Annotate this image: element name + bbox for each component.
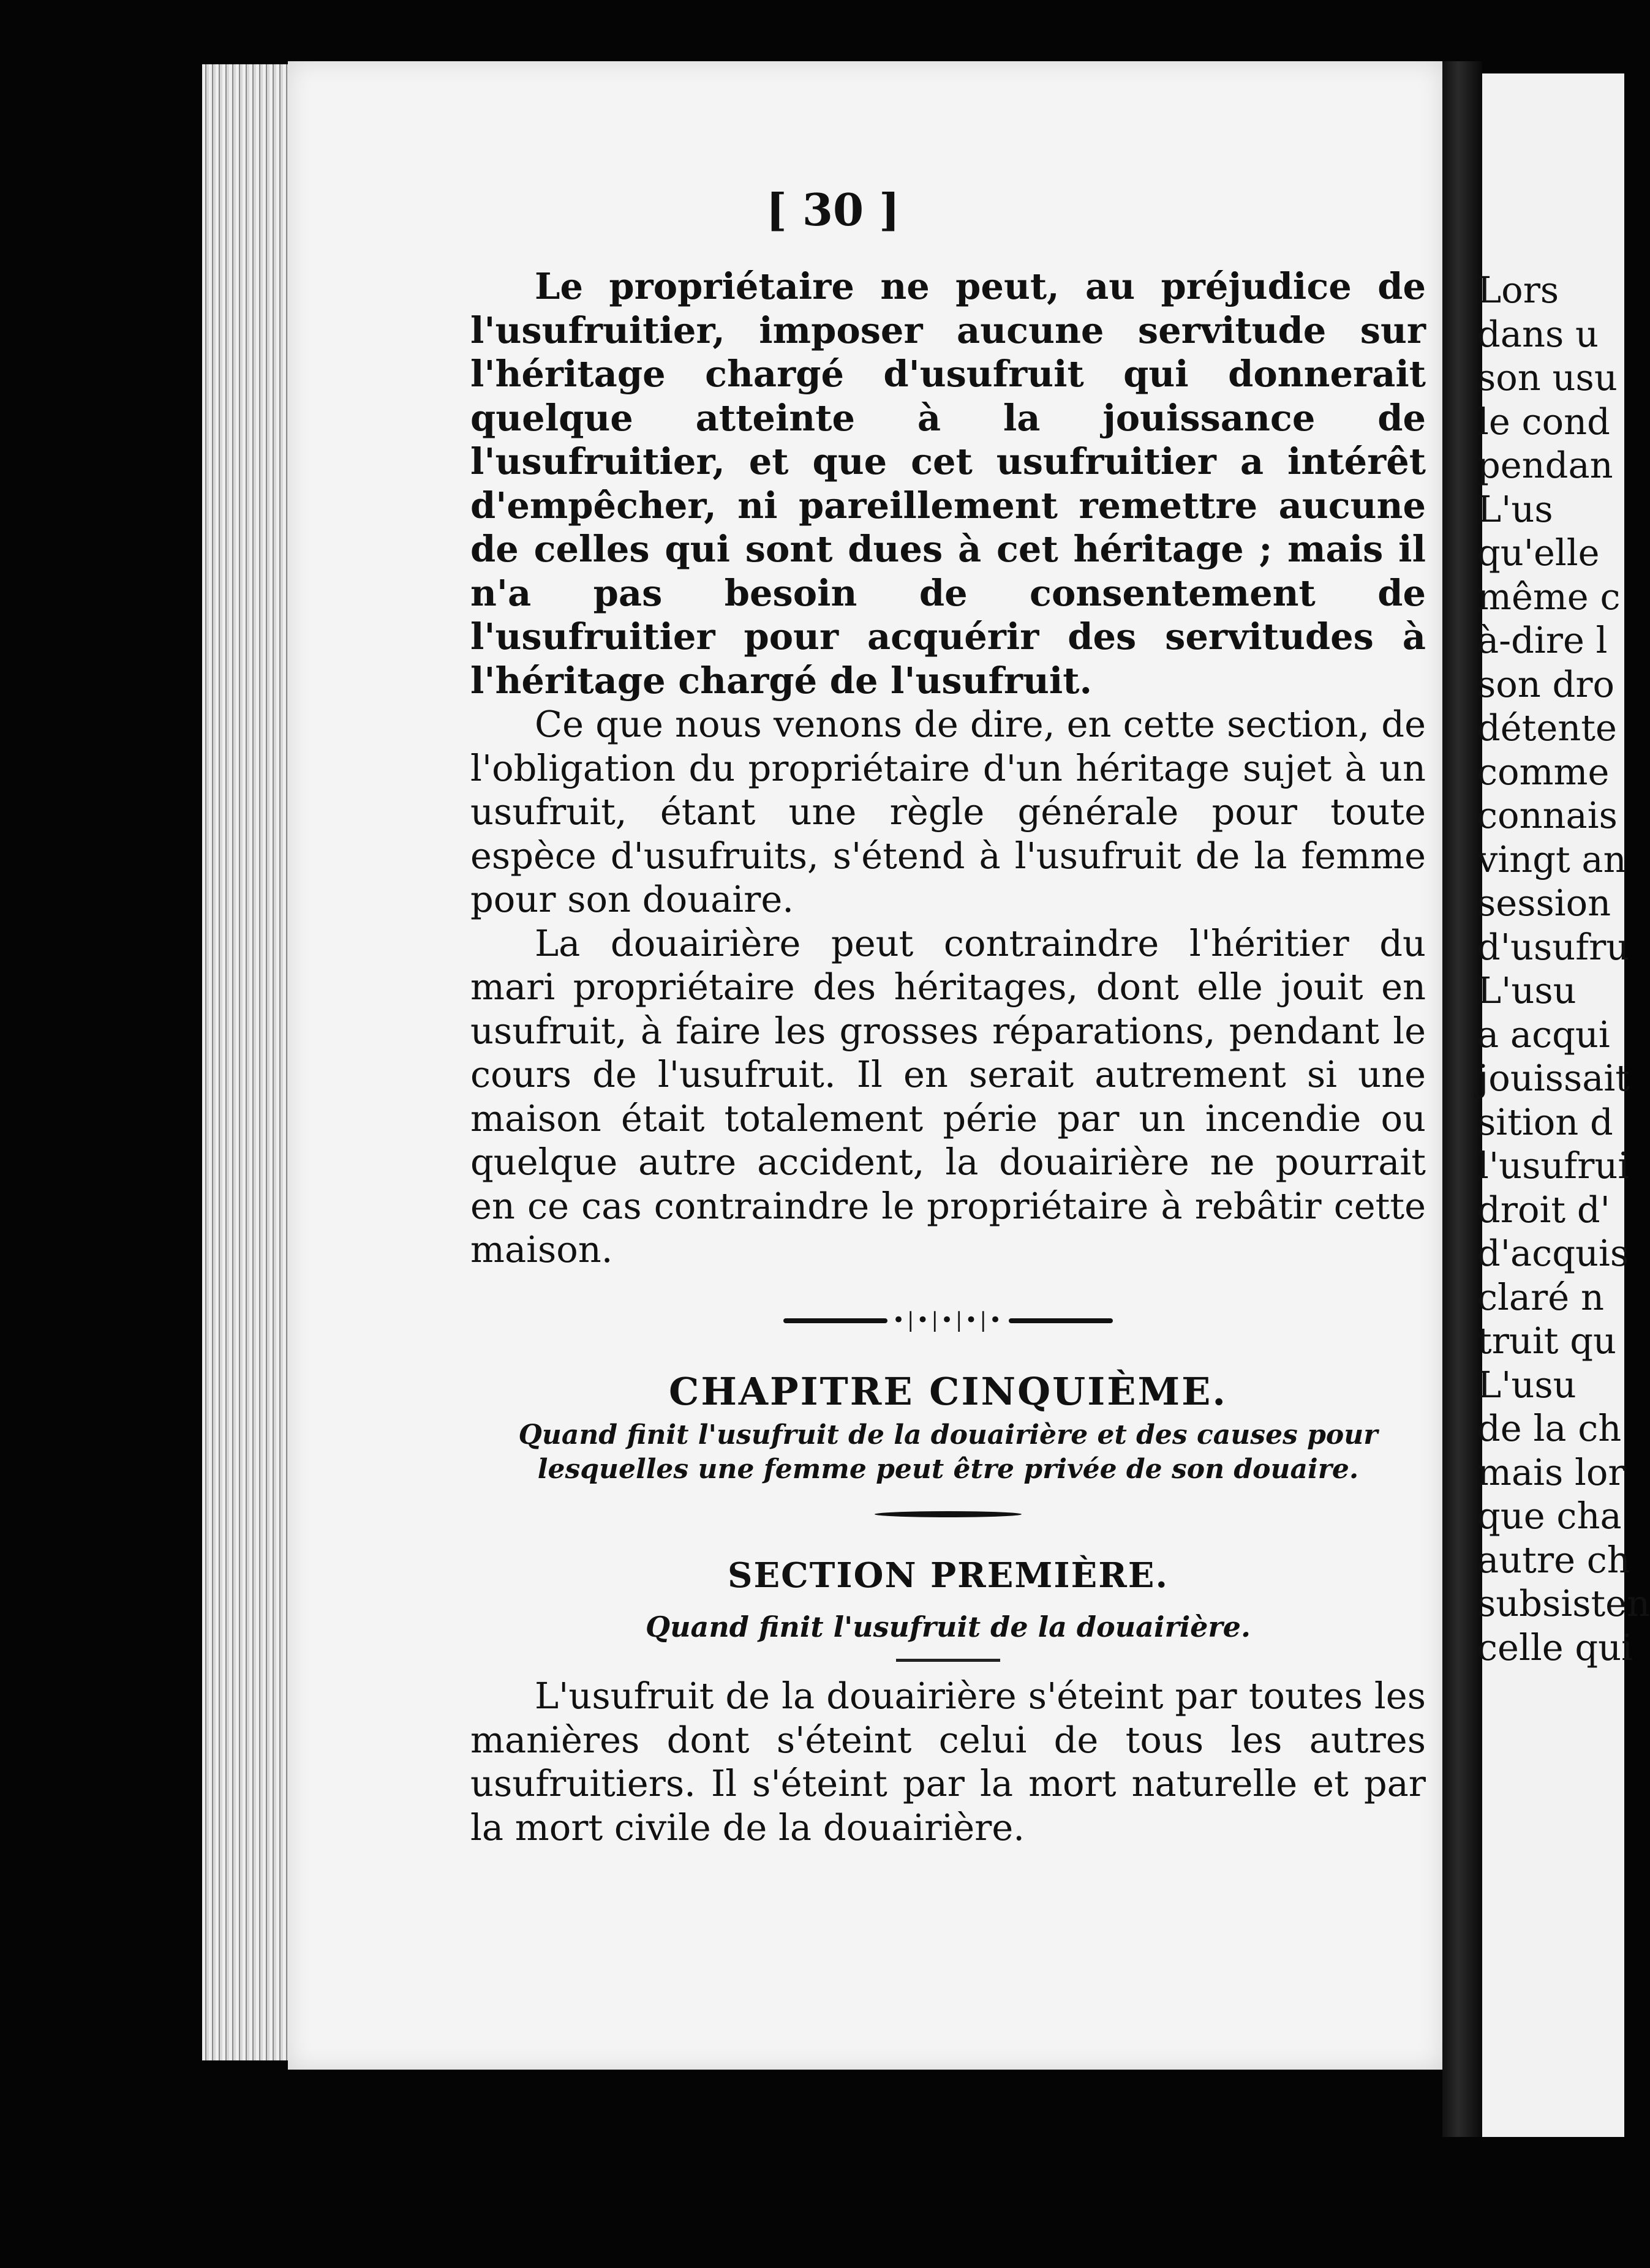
right-page-line: sition d bbox=[1477, 1100, 1613, 1143]
right-page-line: subsisten bbox=[1477, 1582, 1650, 1624]
right-page-line: vingt an bbox=[1477, 838, 1627, 881]
right-page-line: autre ch bbox=[1477, 1538, 1630, 1581]
right-page-line: d'usufru bbox=[1477, 925, 1630, 968]
right-page-line: L'usu bbox=[1477, 1363, 1577, 1406]
right-page-line: a acqui bbox=[1477, 1013, 1610, 1056]
right-page-line: à-dire l bbox=[1477, 619, 1608, 661]
page-number: [ 30 ] bbox=[766, 184, 900, 236]
chapter-ornament bbox=[470, 1290, 1426, 1351]
section-subtitle: Quand finit l'usufruit de la douairière. bbox=[646, 1610, 1251, 1643]
right-page-line: d'acquis bbox=[1477, 1232, 1629, 1274]
right-page-line: le cond bbox=[1477, 400, 1610, 443]
right-page-line: jouissait bbox=[1477, 1057, 1630, 1099]
ornament-line-left bbox=[783, 1318, 887, 1323]
ornament-line-right bbox=[1009, 1318, 1113, 1323]
right-page-line: L'usu bbox=[1477, 969, 1577, 1012]
right-page-line: qu'elle bbox=[1477, 531, 1600, 574]
right-page-line: de la ch bbox=[1477, 1407, 1622, 1449]
right-page-line: l'usufrui bbox=[1477, 1144, 1630, 1187]
right-page-line: son dro bbox=[1477, 663, 1615, 705]
right-page-line: son usu bbox=[1477, 356, 1618, 399]
right-page-line: détente bbox=[1477, 707, 1617, 749]
section-title: SECTION PREMIÈRE. bbox=[728, 1555, 1169, 1596]
right-page-line: mais lor bbox=[1477, 1451, 1626, 1493]
ornament-dots: •|•|•|•|• bbox=[892, 1307, 1004, 1332]
right-page-line: comme bbox=[1477, 750, 1610, 793]
right-page-line: Lors bbox=[1477, 269, 1559, 311]
paragraph-1: Le propriétaire ne peut, au préjudice de l'usufruitier, imposer aucune servitude sur l'héritage chargé d'usufruit qui donnerait quelque atteinte à la jouissance de l'usufruitier, et que cet usufruitier a intérêt d'empêcher, ni pareillement remettre aucune de celles qui sont dues à cet héritage ; mais il n'a pas besoin de consentement de l'usufruitier pour acquérir des servitudes à l'héritage chargé de l'usufruit. bbox=[470, 265, 1426, 702]
right-page-line: que cha bbox=[1477, 1495, 1622, 1537]
right-page-line: connais bbox=[1477, 794, 1618, 836]
right-page-text bbox=[1477, 268, 1650, 1669]
right-page-line: celle qui bbox=[1477, 1626, 1633, 1669]
right-page-line: pendan bbox=[1477, 444, 1613, 486]
page-text bbox=[470, 265, 1426, 1849]
right-page-line: même c bbox=[1477, 575, 1621, 618]
chapter-subtitle: Quand finit l'usufruit de la douairière et des causes pour lesquelles une femme peut être privée de son douaire. bbox=[518, 1419, 1378, 1485]
paragraph-3: La douairière peut contraindre l'héritier du mari propriétaire des héritages, dont elle jouit en usufruit, à faire les grosses réparations, pendant le cours de l'usufruit. Il en serait autrement si une maison était totalement périe par un incendie ou quelque autre accident, la douairière ne pourrait en ce cas contraindre le propriétaire à rebâtir cette maison. bbox=[470, 922, 1426, 1271]
right-page-line: dans u bbox=[1477, 312, 1599, 355]
right-page-line: claré n bbox=[1477, 1275, 1604, 1318]
section-ornament bbox=[470, 1487, 1426, 1542]
paragraph-2: Ce que nous venons de dire, en cette section, de l'obligation du propriétaire d'un héritage sujet à un usufruit, étant une règle générale pour toute espèce d'usufruits, s'étend à l'usufruit de la femme pour son douaire. bbox=[470, 703, 1426, 920]
right-page-line: session bbox=[1477, 882, 1611, 924]
section-rule bbox=[896, 1659, 1000, 1662]
right-page-line: truit qu bbox=[1477, 1320, 1617, 1362]
section-paragraph: L'usufruit de la douairière s'éteint par toutes les manières dont s'éteint celui de tous les autres usufruitiers. Il s'éteint par la mort naturelle et par la mort civile de la douairière. bbox=[470, 1675, 1426, 1849]
right-page-line: L'us bbox=[1477, 487, 1553, 530]
chapter-title: CHAPITRE CINQUIÈME. bbox=[669, 1369, 1227, 1414]
page-edges bbox=[202, 64, 294, 2060]
book-gutter bbox=[1442, 61, 1482, 2137]
right-page-line: droit d' bbox=[1477, 1188, 1610, 1231]
